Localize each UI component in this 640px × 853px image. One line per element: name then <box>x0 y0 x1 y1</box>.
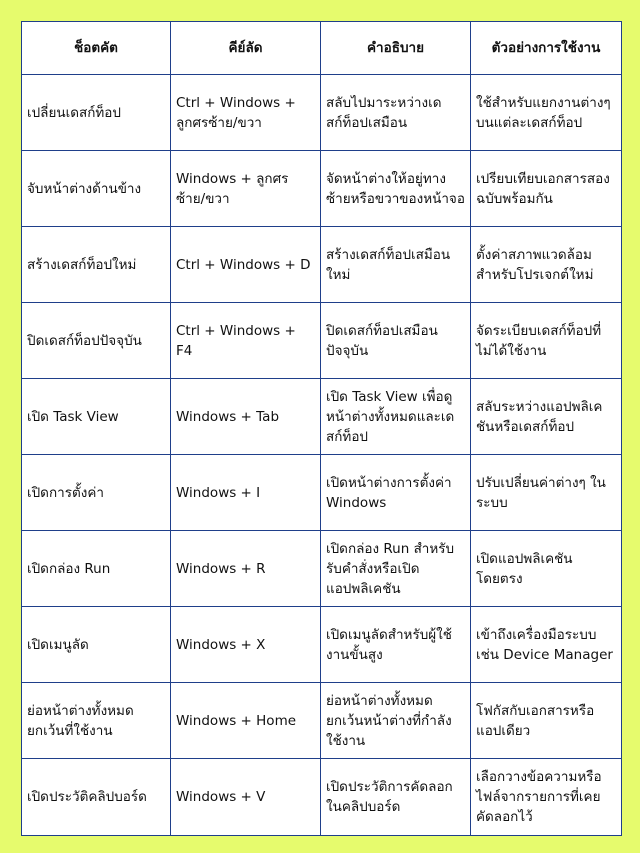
cell-description: ย่อหน้าต่างทั้งหมดยกเว้นหน้าต่างที่กำลังใช้งาน <box>321 683 471 759</box>
cell-example: เปิดแอปพลิเคชันโดยตรง <box>471 531 622 607</box>
table-row <box>22 227 622 303</box>
cell-example: จัดระเบียบเดสก์ท็อปที่ไม่ได้ใช้งาน <box>471 303 622 379</box>
cell-hotkey: Ctrl + Windows + F4 <box>171 303 321 379</box>
table-row <box>22 455 622 531</box>
header-example: ตัวอย่างการใช้งาน <box>471 22 622 75</box>
cell-hotkey: Windows + I <box>171 455 321 531</box>
cell-hotkey: Windows + X <box>171 607 321 683</box>
table-row <box>22 379 622 455</box>
cell-shortcut: จับหน้าต่างด้านข้าง <box>22 151 171 227</box>
cell-shortcut: เปิดกล่อง Run <box>22 531 171 607</box>
cell-description: สลับไปมาระหว่างเดสก์ท็อปเสมือน <box>321 75 471 151</box>
cell-shortcut: เปิด Task View <box>22 379 171 455</box>
cell-shortcut: เปิดเมนูลัด <box>22 607 171 683</box>
cell-description: เปิดหน้าต่างการตั้งค่า Windows <box>321 455 471 531</box>
cell-shortcut: เปลี่ยนเดสก์ท็อป <box>22 75 171 151</box>
header-shortcut: ช็อตคัต <box>22 22 171 75</box>
table-row <box>22 75 622 151</box>
table-row <box>22 683 622 759</box>
cell-shortcut: สร้างเดสก์ท็อปใหม่ <box>22 227 171 303</box>
table-header-row <box>22 22 622 75</box>
cell-example: เปรียบเทียบเอกสารสองฉบับพร้อมกัน <box>471 151 622 227</box>
table-row <box>22 531 622 607</box>
cell-description: ปิดเดสก์ท็อปเสมือนปัจจุบัน <box>321 303 471 379</box>
cell-description: เปิดกล่อง Run สำหรับรับคำสั่งหรือเปิดแอปพลิเคชัน <box>321 531 471 607</box>
header-description: คำอธิบาย <box>321 22 471 75</box>
cell-description: เปิด Task View เพื่อดูหน้าต่างทั้งหมดและเดสก์ท็อป <box>321 379 471 455</box>
cell-hotkey: Ctrl + Windows + ลูกศรซ้าย/ขวา <box>171 75 321 151</box>
cell-example: โฟกัสกับเอกสารหรือแอปเดียว <box>471 683 622 759</box>
cell-example: เข้าถึงเครื่องมือระบบ เช่น Device Manager <box>471 607 622 683</box>
cell-example: สลับระหว่างแอปพลิเคชันหรือเดสก์ท็อป <box>471 379 622 455</box>
cell-description: จัดหน้าต่างให้อยู่ทางซ้ายหรือขวาของหน้าจอ <box>321 151 471 227</box>
cell-example: ใช้สำหรับแยกงานต่างๆ บนแต่ละเดสก์ท็อป <box>471 75 622 151</box>
cell-description: สร้างเดสก์ท็อปเสมือนใหม่ <box>321 227 471 303</box>
cell-description: เปิดประวัติการคัดลอกในคลิปบอร์ด <box>321 759 471 836</box>
table-row <box>22 607 622 683</box>
cell-hotkey: Windows + Home <box>171 683 321 759</box>
cell-hotkey: Windows + R <box>171 531 321 607</box>
shortcut-table <box>21 21 622 836</box>
cell-shortcut: ย่อหน้าต่างทั้งหมดยกเว้นที่ใช้งาน <box>22 683 171 759</box>
cell-hotkey: Ctrl + Windows + D <box>171 227 321 303</box>
cell-shortcut: เปิดประวัติคลิปบอร์ด <box>22 759 171 836</box>
header-hotkey: คีย์ลัด <box>171 22 321 75</box>
table-row <box>22 759 622 836</box>
cell-shortcut: เปิดการตั้งค่า <box>22 455 171 531</box>
cell-example: ตั้งค่าสภาพแวดล้อมสำหรับโปรเจกต์ใหม่ <box>471 227 622 303</box>
shortcut-table-sheet <box>21 21 621 835</box>
cell-hotkey: Windows + Tab <box>171 379 321 455</box>
cell-hotkey: Windows + V <box>171 759 321 836</box>
table-row <box>22 151 622 227</box>
cell-example: ปรับเปลี่ยนค่าต่างๆ ในระบบ <box>471 455 622 531</box>
cell-hotkey: Windows + ลูกศรซ้าย/ขวา <box>171 151 321 227</box>
cell-description: เปิดเมนูลัดสำหรับผู้ใช้งานขั้นสูง <box>321 607 471 683</box>
table-row <box>22 303 622 379</box>
cell-shortcut: ปิดเดสก์ท็อปปัจจุบัน <box>22 303 171 379</box>
cell-example: เลือกวางข้อความหรือไฟล์จากรายการที่เคยคัดลอกไว้ <box>471 759 622 836</box>
